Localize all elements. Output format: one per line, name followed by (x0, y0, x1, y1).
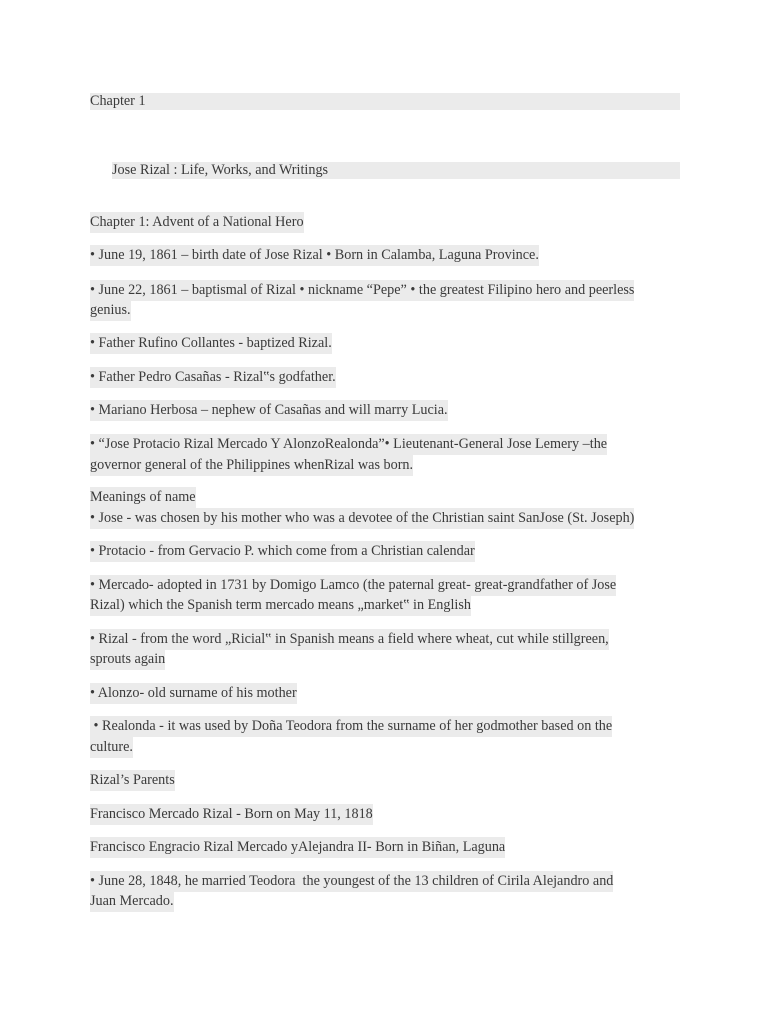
parent-line: Francisco Mercado Rizal - Born on May 11, 1818 (90, 804, 373, 825)
meaning-item: • Realonda - it was used by Doña Teodora from the surname of her godmother based on the (90, 716, 612, 737)
meaning-item: • Mercado- adopted in 1731 by Domigo Lamco (the paternal great- great-grandfather of Jose (90, 575, 616, 596)
list-item: • Father Pedro Casañas - Rizal‟s godfather. (90, 367, 336, 388)
list-item: • Mariano Herbosa – nephew of Casañas and will marry Lucia. (90, 400, 448, 421)
meanings-heading: Meanings of name (90, 487, 196, 508)
parent-line: • June 28, 1848, he married Teodora the youngest of the 13 children of Cirila Alejandro and (90, 871, 613, 892)
chapter-label-highlight (90, 93, 680, 110)
parent-line-continuation: Juan Mercado. (90, 891, 174, 912)
list-item: • Father Rufino Collantes - baptized Rizal. (90, 333, 332, 354)
list-item: • “Jose Protacio Rizal Mercado Y AlonzoRealonda”• Lieutenant-General Jose Lemery –the (90, 434, 607, 455)
meaning-item-continuation: Rizal) which the Spanish term mercado means „market‟ in English (90, 595, 471, 616)
meaning-item-continuation: culture. (90, 737, 133, 758)
chapter-heading: Chapter 1: Advent of a National Hero (90, 212, 304, 233)
meaning-item-continuation: sprouts again (90, 649, 165, 670)
meaning-item: • Jose - was chosen by his mother who was a devotee of the Christian saint SanJose (St. Joseph) (90, 508, 634, 529)
meaning-item: • Alonzo- old surname of his mother (90, 683, 297, 704)
parent-line: Francisco Engracio Rizal Mercado yAlejandra II- Born in Biñan, Laguna (90, 837, 505, 858)
list-item-continuation: genius. (90, 300, 131, 321)
meaning-item: • Protacio - from Gervacio P. which come from a Christian calendar (90, 541, 475, 562)
chapter-label: Chapter 1 (90, 93, 146, 109)
list-item: • June 22, 1861 – baptismal of Rizal • nickname “Pepe” • the greatest Filipino hero and peerless (90, 280, 634, 301)
list-item-continuation: governor general of the Philippines whenRizal was born. (90, 455, 413, 476)
book-title: Jose Rizal : Life, Works, and Writings (112, 162, 329, 178)
parents-heading: Rizal’s Parents (90, 770, 175, 791)
list-item: • June 19, 1861 – birth date of Jose Rizal • Born in Calamba, Laguna Province. (90, 245, 539, 266)
meaning-item: • Rizal - from the word „Ricial‟ in Spanish means a field where wheat, cut while stillgreen, (90, 629, 609, 650)
